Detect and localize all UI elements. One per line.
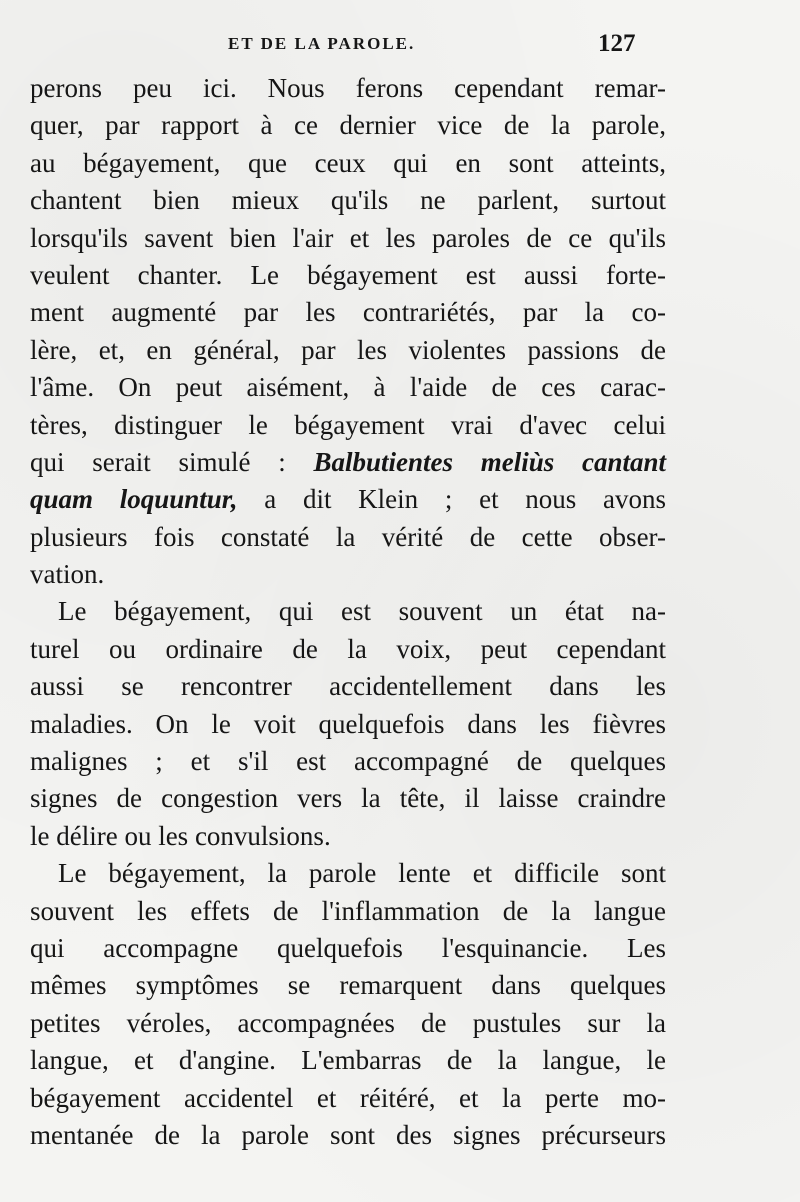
latin-quotation: Balbutientes meliùs cantant: [313, 446, 666, 477]
text-line: perons peu ici. Nous ferons cependant remar-: [30, 73, 666, 103]
text-line: quer, par rapport à ce dernier vice de la parole,: [30, 110, 666, 141]
text-line: [30, 481, 666, 518]
text-line: ment augmenté par les contrariétés, par la co-: [30, 297, 666, 328]
text-line: mêmes symptômes se remarquent dans quelques: [30, 970, 666, 1001]
text-line: turel ou ordinaire de la voix, peut cependant: [30, 633, 666, 664]
text-line: aussi se rencontrer accidentellement dans les: [30, 671, 666, 702]
text-run: qui serait simulé :: [30, 446, 314, 477]
body-text: [30, 70, 666, 1154]
text-line: petites véroles, accompagnées de pustules sur la: [30, 1007, 666, 1038]
text-line: souvent les effets de l'inflammation de la langue: [30, 895, 666, 926]
text-line: lère, et, en général, par les violentes passions de: [30, 334, 666, 365]
text-line: le délire ou les convulsions.: [30, 820, 331, 851]
text-line: qui accompagne quelquefois l'esquinancie. Les: [30, 932, 666, 963]
page-number: 127: [598, 30, 636, 57]
text-line: Le bégayement, la parole lente et difficile sont: [58, 858, 666, 889]
text-line: chantent bien mieux qu'ils ne parlent, surtout: [30, 185, 666, 216]
page-header: [0, 30, 800, 58]
text-line: bégayement accidentel et réitéré, et la perte mo-: [30, 1082, 666, 1113]
text-line: [30, 444, 666, 481]
text-line: veulent chanter. Le bégayement est aussi forte-: [30, 259, 666, 290]
text-line: Le bégayement, qui est souvent un état na-: [58, 596, 666, 627]
paragraph-1: [30, 70, 666, 593]
paragraph-2: [30, 593, 666, 855]
latin-quotation: quam loquuntur,: [30, 484, 238, 515]
text-line: plusieurs fois constaté la vérité de cette obser-: [30, 521, 666, 552]
text-line: vation.: [30, 559, 105, 590]
text-run: a dit Klein ; et nous avons: [237, 484, 666, 515]
text-line: langue, et d'angine. L'embarras de la langue, le: [30, 1045, 666, 1076]
text-line: tères, distinguer le bégayement vrai d'avec celui: [30, 409, 666, 440]
paragraph-3: [30, 855, 666, 1154]
running-head: ET DE LA PAROLE.: [228, 34, 416, 53]
text-line: malignes ; et s'il est accompagné de quelques: [30, 746, 666, 777]
text-line: l'âme. On peut aisément, à l'aide de ces carac-: [30, 372, 666, 403]
text-line: maladies. On le voit quelquefois dans les fièvres: [30, 708, 666, 739]
text-line: lorsqu'ils savent bien l'air et les paroles de ce qu'ils: [30, 222, 666, 253]
text-line: mentanée de la parole sont des signes précurseurs: [30, 1119, 666, 1150]
text-line: au bégayement, que ceux qui en sont atteints,: [30, 147, 666, 178]
text-line: signes de congestion vers la tête, il laisse craindre: [30, 783, 666, 814]
